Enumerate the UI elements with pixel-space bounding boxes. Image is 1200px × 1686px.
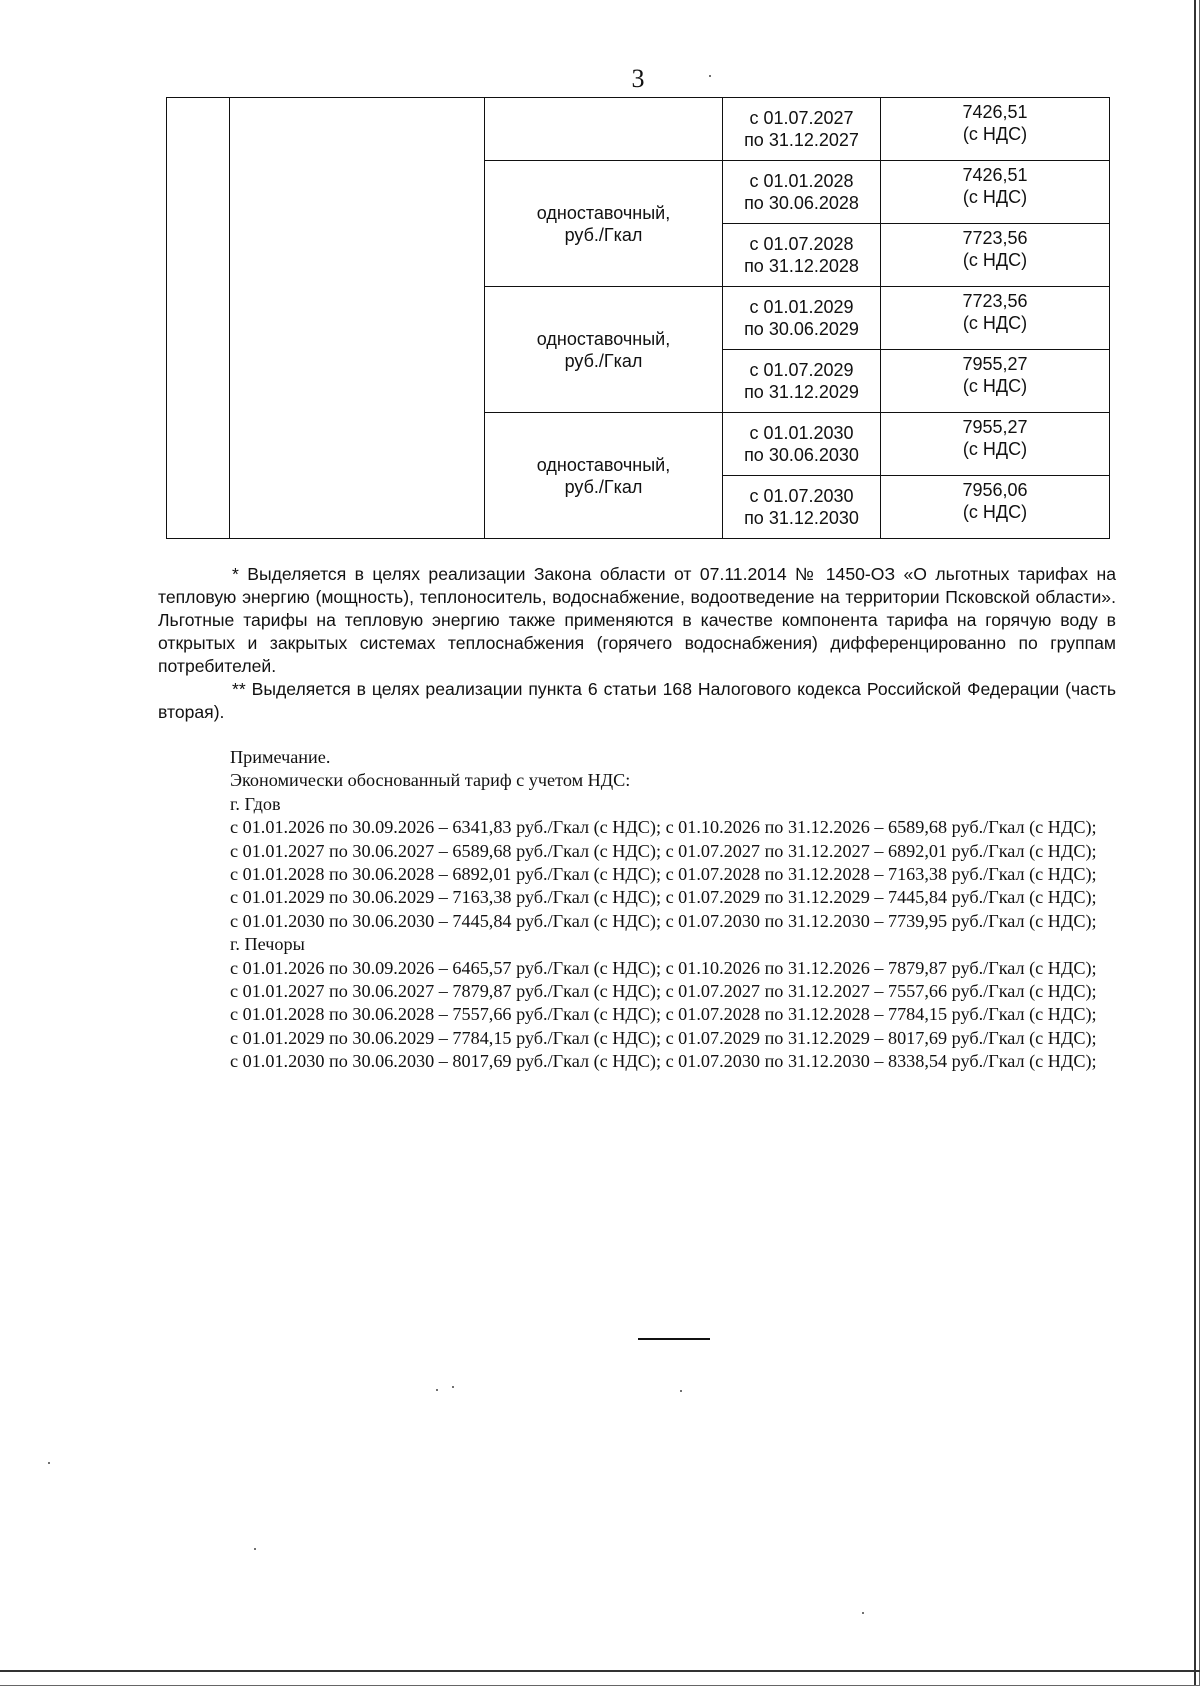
scan-speck xyxy=(709,75,711,77)
list-item: с 01.01.2030 по 30.06.2030 – 8017,69 руб./Гкал (с НДС); с 01.07.2030 по 31.12.2030 – 8338,54 руб./Гкал (с НДС); xyxy=(230,1051,1097,1072)
scan-speck xyxy=(48,1462,50,1464)
list-item: с 01.01.2030 по 30.06.2030 – 7445,84 руб./Гкал (с НДС); с 01.07.2030 по 31.12.2030 – 7739,95 руб./Гкал (с НДС); xyxy=(230,910,1097,931)
remark-subheading: Экономически обоснованный тариф с учетом НДС: xyxy=(230,770,631,791)
scan-speck xyxy=(254,1548,256,1550)
list-item: с 01.01.2029 по 30.06.2029 – 7784,15 руб./Гкал (с НДС); с 01.07.2029 по 31.12.2029 – 8017,69 руб./Гкал (с НДС); xyxy=(230,1027,1097,1048)
table-cell-period: с 01.07.2029 по 31.12.2029 xyxy=(723,350,881,413)
remark-heading: Примечание. xyxy=(230,747,331,767)
table-cell-period: с 01.07.2030 по 31.12.2030 xyxy=(723,476,881,539)
page-number: 3 xyxy=(631,64,645,93)
table-cell-period: с 01.07.2028 по 31.12.2028 xyxy=(723,224,881,287)
footnote-1: * Выделяется в целях реализации Закона области от 07.11.2014 № 1450-ОЗ «О льготных тарифах на тепловую энергию (мощность), теплоноситель, водоснабжение, водоотведение на территории Псковской области». Льготные тарифы на тепловую энергию также применяются в качестве компонента тарифа на горячую воду в открытых и закрытых системах теплоснабжения (горячего водоснабжения) дифференцированно по группам потребителей. xyxy=(158,564,1116,676)
table-cell-value: 7956,06 (с НДС) xyxy=(881,476,1110,539)
table-cell-value: 7723,56 (с НДС) xyxy=(881,287,1110,350)
list-item: с 01.01.2028 по 30.06.2028 – 7557,66 руб./Гкал (с НДС); с 01.07.2028 по 31.12.2028 – 7784,15 руб./Гкал (с НДС); xyxy=(230,1004,1097,1025)
tariff-table xyxy=(166,97,1110,539)
footnote-2: ** Выделяется в целях реализации пункта 6 статьи 168 Налогового кодекса Российской Федерации (часть вторая). xyxy=(158,679,1116,722)
table-cell-index xyxy=(167,98,230,539)
city-gdov: г. Гдов xyxy=(230,793,281,814)
scan-speck xyxy=(436,1389,438,1391)
table-cell-type xyxy=(485,98,723,161)
scan-border-right xyxy=(1194,0,1200,1686)
scan-speck xyxy=(862,1612,864,1614)
table-cell-name xyxy=(230,98,485,539)
city-pechory: г. Печоры xyxy=(230,934,305,955)
table-cell-value: 7955,27 (с НДС) xyxy=(881,350,1110,413)
list-item: с 01.01.2028 по 30.06.2028 – 6892,01 руб./Гкал (с НДС); с 01.07.2028 по 31.12.2028 – 7163,38 руб./Гкал (с НДС); xyxy=(230,864,1097,885)
list-item: с 01.01.2027 по 30.06.2027 – 6589,68 руб./Гкал (с НДС); с 01.07.2027 по 31.12.2027 – 6892,01 руб./Гкал (с НДС); xyxy=(230,840,1097,861)
list-item: с 01.01.2026 по 30.09.2026 – 6341,83 руб./Гкал (с НДС); с 01.10.2026 по 31.12.2026 – 6589,68 руб./Гкал (с НДС); xyxy=(230,817,1097,838)
table-cell-type: одноставочный, руб./Гкал xyxy=(485,287,723,413)
table-cell-period: с 01.07.2027 по 31.12.2027 xyxy=(723,98,881,161)
table-cell-type: одноставочный, руб./Гкал xyxy=(485,161,723,287)
table-cell-value: 7955,27 (с НДС) xyxy=(881,413,1110,476)
table-cell-value: 7426,51 (с НДС) xyxy=(881,98,1110,161)
table-cell-type: одноставочный, руб./Гкал xyxy=(485,413,723,539)
scan-speck xyxy=(452,1386,454,1388)
table-cell-value: 7723,56 (с НДС) xyxy=(881,224,1110,287)
list-item: с 01.01.2027 по 30.06.2027 – 7879,87 руб./Гкал (с НДС); с 01.07.2027 по 31.12.2027 – 7557,66 руб./Гкал (с НДС); xyxy=(230,981,1097,1002)
list-item: с 01.01.2029 по 30.06.2029 – 7163,38 руб./Гкал (с НДС); с 01.07.2029 по 31.12.2029 – 7445,84 руб./Гкал (с НДС); xyxy=(230,887,1097,908)
table-cell-period: с 01.01.2028 по 30.06.2028 xyxy=(723,161,881,224)
scan-speck xyxy=(680,1390,682,1392)
list-item: с 01.01.2026 по 30.09.2026 – 6465,57 руб./Гкал (с НДС); с 01.10.2026 по 31.12.2026 – 7879,87 руб./Гкал (с НДС); xyxy=(230,957,1097,978)
end-separator-line xyxy=(638,1338,710,1340)
table-cell-period: с 01.01.2030 по 30.06.2030 xyxy=(723,413,881,476)
scan-border-bottom xyxy=(0,1670,1200,1686)
remark-block xyxy=(158,746,1116,1074)
table-row xyxy=(167,98,1110,161)
footnotes xyxy=(158,563,1116,724)
table-cell-period: с 01.01.2029 по 30.06.2029 xyxy=(723,287,881,350)
table-cell-value: 7426,51 (с НДС) xyxy=(881,161,1110,224)
